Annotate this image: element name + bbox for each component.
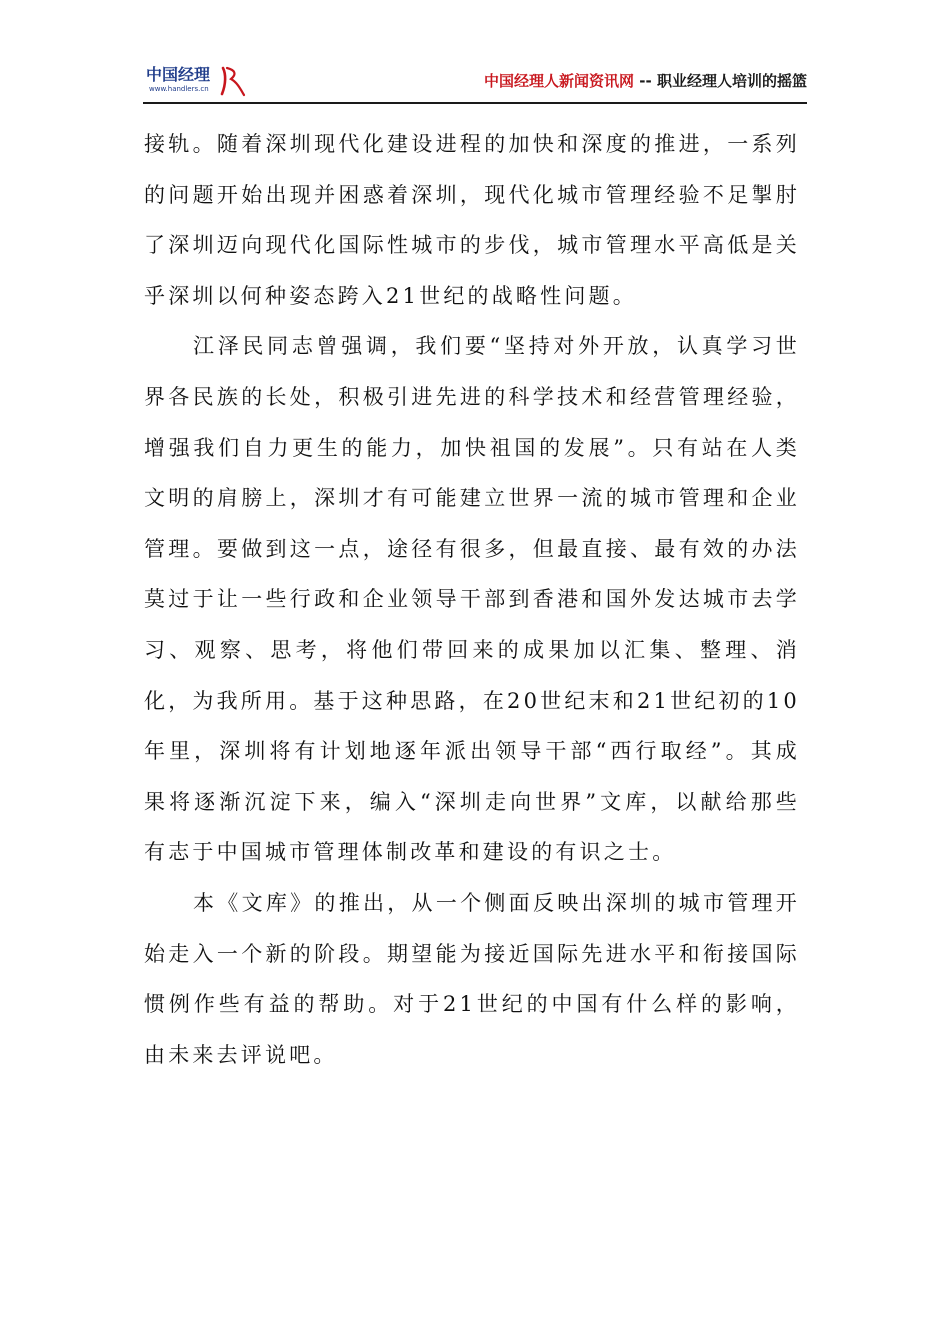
site-name: 中国经理人新闻资讯网 <box>484 72 635 90</box>
paragraph-3: 本《文库》的推出，从一个侧面反映出深圳的城市管理开始走入一个新的阶段。期望能为接近国际先进水平和衔接国际惯例作些有益的帮助。对于21世纪的中国有什么样的影响，由未来去评说吧。 <box>144 890 800 1067</box>
paragraph-2: 江泽民同志曾强调，我们要“坚持对外开放，认真学习世界各民族的长处，积极引进先进的科学技术和经营管理经验，增强我们自力更生的能力，加快祖国的发展”。只有站在人类文明的肩膀上，深圳才有可能建立世界一流的城市管理和企业管理。要做到这一点，途径有很多，但最直接、最有效的办法莫过于让一些行政和企业领导干部到香港和国外发达城市去学习、观察、思考，将他们带回来的成果加以汇集、整理、消化，为我所用。基于这种思路，在20世纪末和21世纪初的10年里，深圳将有计划地逐年派出领导干部“西行取经”。其成果将逐渐沉淀下来，编入“深圳走向世界”文库，以献给那些有志于中国城市管理体制改革和建设的有识之士。 <box>144 334 800 865</box>
tagline-separator: -- <box>639 72 652 90</box>
header-tagline <box>484 72 807 90</box>
paragraph-1: 接轨。随着深圳现代化建设进程的加快和深度的推进，一系列的问题开始出现并困惑着深圳，现代化城市管理经验不足掣肘了深圳迈向现代化国际性城市的步伐，城市管理水平高低是关乎深圳以何种姿态跨入21世纪的战略性问题。 <box>144 132 800 308</box>
logo-url: www.handlers.cn <box>149 85 209 93</box>
site-logo[interactable] <box>143 64 253 100</box>
site-slogan: 职业经理人培训的摇篮 <box>656 72 807 90</box>
document-body <box>144 119 800 1080</box>
logo-mark-icon <box>217 64 247 98</box>
page-header <box>143 60 807 100</box>
header-divider <box>143 102 807 104</box>
logo-text: 中国经理 <box>146 65 211 84</box>
